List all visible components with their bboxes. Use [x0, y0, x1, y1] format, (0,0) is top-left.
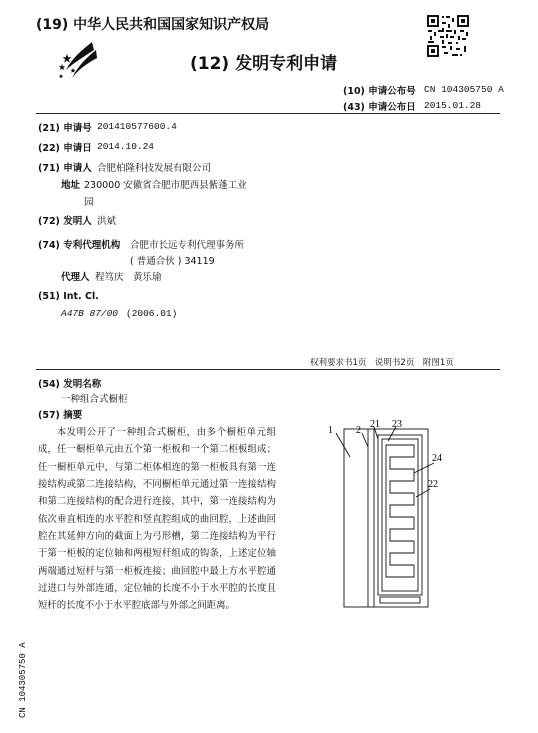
publication-number: CN 104305750 A — [424, 84, 504, 95]
intcl-year: (2006.01) — [126, 308, 178, 319]
document-type: (12) 发明专利申请 — [190, 54, 338, 74]
figure-label-24: 24 — [432, 453, 442, 464]
inventor-label: (72) 发明人 — [38, 216, 92, 227]
agent-label: 代理人 — [61, 272, 90, 283]
applicant-label: (71) 申请人 — [38, 163, 92, 174]
address-label: 地址 — [61, 180, 81, 191]
title-label: (54) 发明名称 — [38, 379, 102, 390]
inventor: 洪斌 — [97, 216, 117, 227]
patent-office-logo — [58, 40, 98, 82]
address-line-1: 230000 安徽省合肥市肥西县紫蓬工业 — [84, 180, 247, 191]
abstract-figure — [316, 417, 456, 617]
application-date-label: (22) 申请日 — [38, 143, 92, 154]
invention-title: 一种组合式橱柜 — [61, 394, 128, 405]
figure-label-22: 22 — [428, 479, 438, 490]
header-rule — [36, 113, 500, 114]
applicant: 合肥柏隆科技发展有限公司 — [97, 163, 212, 174]
application-number: 201410577600.4 — [97, 121, 177, 132]
figure-label-2: 2 — [356, 425, 361, 436]
agents: 程笃庆 黄乐瑜 — [95, 272, 162, 283]
pages-rule — [36, 369, 500, 370]
agency-line-2: ( 普通合伙 ) 34119 — [130, 256, 215, 267]
qr-code — [426, 14, 470, 58]
intcl-label: (51) Int. Cl. — [38, 291, 99, 302]
abstract-label: (57) 摘要 — [38, 410, 83, 421]
abstract-text: 本发明公开了一种组合式橱柜，由多个橱柜单元组成，任一橱柜单元由五个第一柜板和一个第二柜板组成；任一橱柜单元中，与第二柜体相连的第一柜板具有第一连接结构或第二连接结构，不同橱柜单元通过第一连接结构和第二连接结构的配合进行连接，其中，第一连接结构为依次垂直相连的水平腔和竖直腔组成的曲回腔，上述曲回腔在其延伸方向的截面上为弓形槽，第二连接结构为平行于第一柜板的定位轴和两根短杆组成的钩条，上述定位轴两端通过短杆与第一柜板连接；曲回腔中最上方水平腔通过进口与外部连通，定位轴的长度不小于水平腔的长度且短杆的长度不小于水平腔底部与外部之间距离。 — [38, 427, 276, 612]
side-publication-number: CN 104305750 A — [18, 642, 28, 718]
address-line-2: 园 — [84, 197, 94, 208]
publication-date-label: (43) 申请公布日 — [343, 102, 416, 113]
agency-line-1: 合肥市长远专利代理事务所 — [130, 240, 245, 251]
application-number-label: (21) 申请号 — [38, 123, 92, 134]
publication-date: 2015.01.28 — [424, 100, 482, 111]
application-date: 2014.10.24 — [97, 141, 155, 152]
publication-number-label: (10) 申请公布号 — [343, 86, 416, 97]
intcl-code: A47B 87/00 — [61, 308, 119, 319]
pages-note: 权利要求书1页 说明书2页 附图1页 — [310, 358, 454, 368]
figure-label-23: 23 — [392, 419, 402, 430]
figure-label-1: 1 — [328, 425, 333, 436]
agency-label: (74) 专利代理机构 — [38, 240, 121, 251]
office-name: (19) 中华人民共和国国家知识产权局 — [36, 17, 270, 33]
figure-label-21: 21 — [370, 419, 380, 430]
